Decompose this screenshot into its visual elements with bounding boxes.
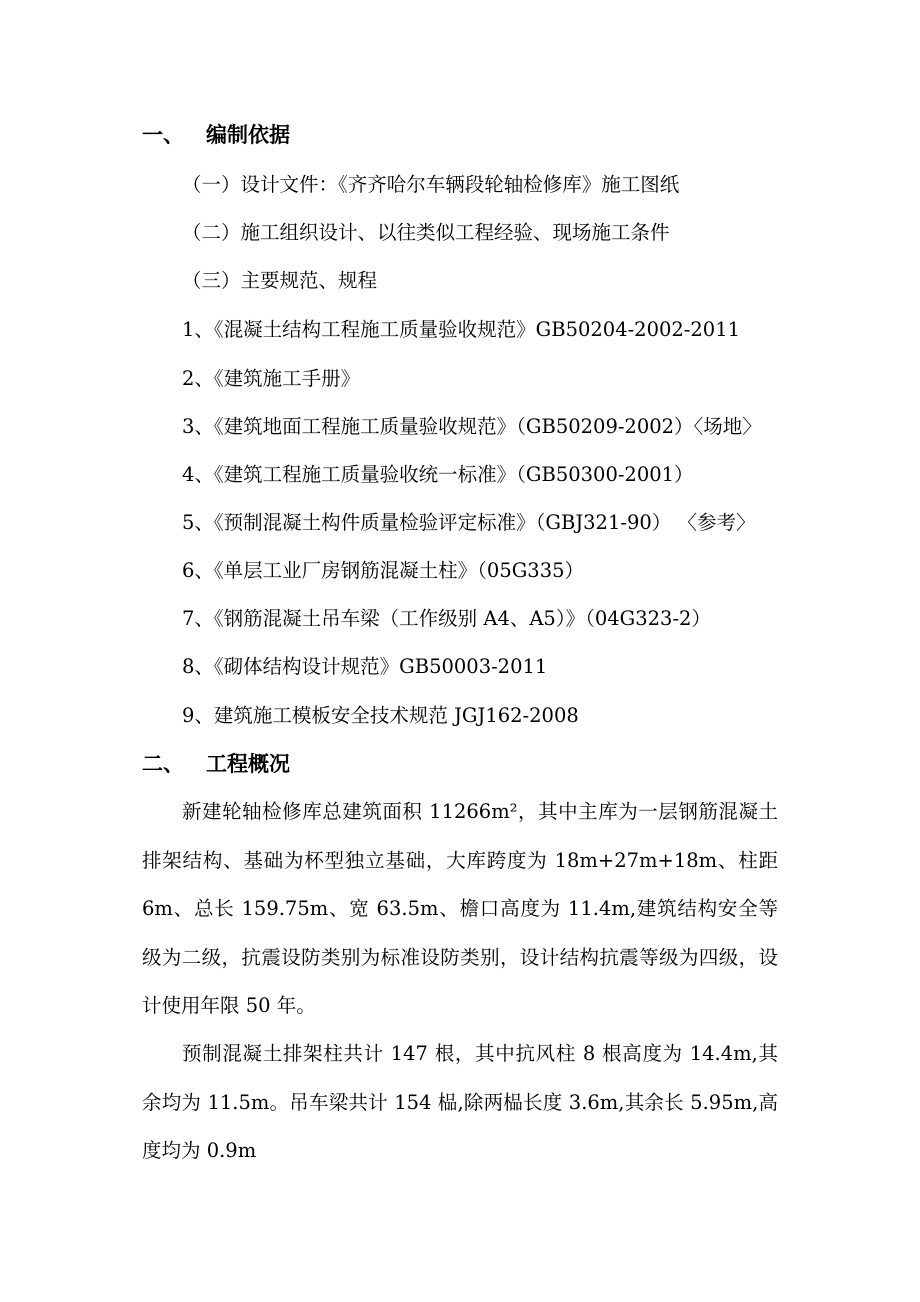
section-2-number: 二、 bbox=[142, 751, 184, 776]
standard-item-7: 7、《钢筋混凝土吊车梁（工作级别 A4、A5）》（04G323-2） bbox=[182, 607, 711, 630]
section-2-heading bbox=[142, 751, 290, 777]
overview-paragraph-2: 预制混凝土排架柱共计 147 根，其中抗风柱 8 根高度为 14.4m,其余均为 11.5m。吊车梁共计 154 榀,除两榀长度 3.6m,其余长 5.95m,高度均为 0.9m bbox=[142, 1042, 778, 1162]
subsection-1: （一）设计文件：《齐齐哈尔车辆段轮轴检修库》施工图纸 bbox=[182, 173, 680, 196]
standard-item-3: 3、《建筑地面工程施工质量验收规范》（GB50209-2002）〈场地〉 bbox=[182, 415, 762, 438]
standard-item-4: 4、《建筑工程施工质量验收统一标准》（GB50300-2001） bbox=[182, 463, 694, 486]
standard-item-8: 8、《砌体结构设计规范》GB50003-2011 bbox=[182, 655, 548, 678]
section-2-title: 工程概况 bbox=[206, 751, 290, 776]
standard-item-2: 2、《建筑施工手册》 bbox=[182, 367, 361, 390]
section-1-heading bbox=[142, 122, 290, 148]
standard-item-1: 1、《混凝土结构工程施工质量验收规范》GB50204-2002-2011 bbox=[182, 318, 741, 341]
standard-item-9: 9、建筑施工模板安全技术规范 JGJ162-2008 bbox=[182, 704, 579, 727]
section-1-number: 一、 bbox=[142, 122, 184, 147]
subsection-2: （二）施工组织设计、以往类似工程经验、现场施工条件 bbox=[182, 221, 670, 244]
section-1-title: 编制依据 bbox=[206, 122, 290, 147]
standard-item-6: 6、《单层工业厂房钢筋混凝土柱》（05G335） bbox=[182, 559, 585, 582]
subsection-3: （三）主要规范、规程 bbox=[182, 269, 378, 292]
standard-item-5: 5、《预制混凝土构件质量检验评定标准》（GBJ321-90） 〈参考〉 bbox=[182, 511, 756, 534]
overview-paragraph-1: 新建轮轴检修库总建筑面积 11266m²，其中主库为一层钢筋混凝土排架结构、基础为杯型独立基础，大库跨度为 18m+27m+18m、柱距 6m、总长 159.75m、宽 63.5m、檐口高度为 11.4m,建筑结构安全等级为二级，抗震设防类别为标准设防类别，设计结构抗震等级为四级，设计使用年限 50 年。 bbox=[142, 800, 778, 1017]
